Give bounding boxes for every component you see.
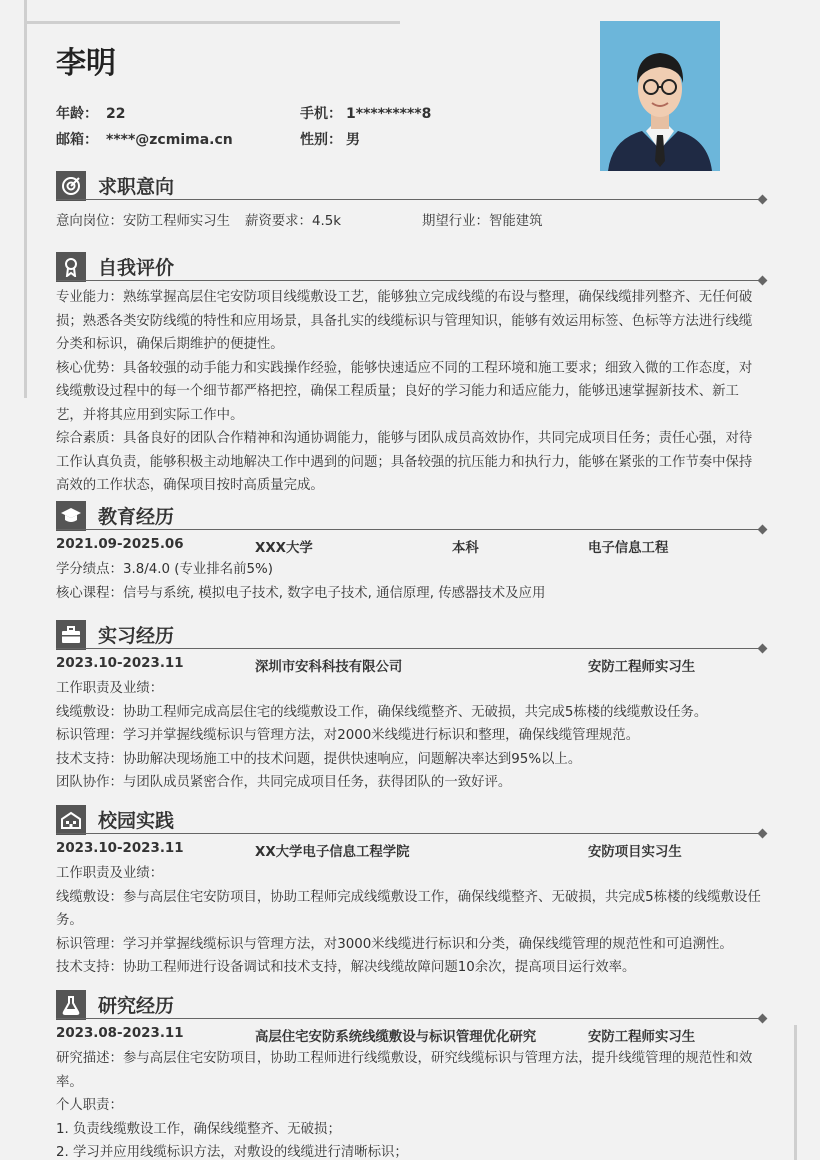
phone-label: 手机： [300, 106, 342, 122]
education-date: 2021.09-2025.06 [56, 537, 184, 552]
section-title: 教育经历 [98, 506, 175, 528]
internship-detail: 线缆敷设：协助工程师完成高层住宅的线缆敷设工作，确保线缆整齐、无破损，共完成5栋楼的线缆敷设任务。 [56, 704, 708, 720]
gender-value: 男 [346, 132, 360, 148]
section-internship [56, 620, 764, 795]
section-job-intent [56, 171, 764, 240]
education-degree: 本科 [452, 541, 479, 556]
education-detail: 核心课程：信号与系统, 模拟电子技术, 数字电子技术, 通信原理, 传感器技术及应用 [56, 585, 546, 601]
internship-detail: 工作职责及业绩： [56, 681, 164, 696]
self-eval-paragraph: 核心优势：具备较强的动手能力和实践操作经验，能够快速适应不同的工程环境和施工要求；细致入微的工作态度，对线缆敷设过程中的每一个细节都严格把控，确保工程质量；良好的学习能力和适应能力，能够迅速掌握新技术、新工艺，并将其应用到实际工作中。 [56, 360, 753, 423]
age-label: 年龄： [56, 106, 98, 122]
section-research [56, 990, 764, 1160]
section-title: 校园实践 [98, 810, 175, 832]
candidate-name: 李明 [56, 46, 116, 81]
section-divider [56, 199, 764, 200]
research-detail: 研究描述：参与高层住宅安防项目，协助工程师进行线缆敷设，研究线缆标识与管理方法，提升线缆管理的规范性和效率。 [56, 1051, 753, 1090]
education-school: XXX大学 [255, 541, 313, 556]
building-icon [56, 805, 86, 835]
intent-salary: 薪资要求：4.5k [245, 214, 342, 229]
campus-detail: 线缆敷设：参与高层住宅安防项目，协助工程师完成线缆敷设工作，确保线缆整齐、无破损，共完成5栋楼的线缆敷设任务。 [56, 889, 761, 928]
briefcase-icon [56, 620, 86, 650]
age-info [56, 103, 125, 123]
section-divider [56, 529, 764, 530]
section-divider-dot [758, 1014, 768, 1024]
phone-value: 1*********8 [346, 106, 432, 122]
section-divider-dot [758, 829, 768, 839]
campus-detail: 标识管理：学习并掌握线缆标识与管理方法，对3000米线缆进行标识和分类，确保线缆管理的规范性和可追溯性。 [56, 936, 733, 952]
research-detail: 个人职责： [56, 1098, 123, 1113]
research-date: 2023.08-2023.11 [56, 1026, 184, 1041]
section-title: 自我评价 [98, 257, 175, 279]
section-divider [56, 648, 764, 649]
graduation-cap-icon [56, 501, 86, 531]
research-detail: 2. 学习并应用线缆标识方法，对敷设的线缆进行清晰标识； [56, 1145, 408, 1160]
decorative-horizontal-line [24, 21, 400, 24]
section-divider-dot [758, 644, 768, 654]
gender-label: 性别： [300, 132, 342, 148]
section-divider-dot [758, 525, 768, 535]
section-education [56, 501, 764, 605]
flask-icon [56, 990, 86, 1020]
section-divider-dot [758, 276, 768, 286]
self-eval-paragraph: 专业能力：熟练掌握高层住宅安防项目线缆敷设工艺，能够独立完成线缆的布设与整理，确保线缆排列整齐、无任何破损；熟悉各类安防线缆的特性和应用场景，具备扎实的线缆标识与管理知识，能够有效运用标签、色标等方法进行线缆分类和标识，确保后期维护的便捷性。 [56, 290, 753, 352]
education-detail: 学分绩点：3.8/4.0 (专业排名前5%) [56, 562, 273, 577]
section-divider [56, 833, 764, 834]
intent-industry: 期望行业：智能建筑 [422, 214, 543, 229]
section-self-evaluation [56, 252, 764, 498]
award-icon [56, 252, 86, 282]
section-divider [56, 280, 764, 281]
section-title: 求职意向 [98, 176, 175, 198]
campus-detail: 技术支持：协助工程师进行设备调试和技术支持，解决线缆故障问题10余次，提高项目运行效率。 [56, 960, 636, 975]
campus-role: 安防项目实习生 [588, 845, 682, 860]
internship-company: 深圳市安科科技有限公司 [255, 660, 403, 675]
research-detail: 1. 负责线缆敷设工作，确保线缆整齐、无破损； [56, 1121, 341, 1137]
campus-detail: 工作职责及业绩： [56, 866, 164, 881]
section-divider [56, 1018, 764, 1019]
section-campus-practice [56, 805, 764, 980]
education-major: 电子信息工程 [588, 541, 669, 556]
decorative-right-line [794, 1025, 797, 1160]
profile-photo [600, 21, 720, 171]
intent-position: 意向岗位：安防工程师实习生 [56, 214, 231, 229]
campus-date: 2023.10-2023.11 [56, 841, 184, 856]
research-project: 高层住宅安防系统线缆敷设与标识管理优化研究 [255, 1030, 537, 1045]
section-title: 实习经历 [98, 625, 175, 647]
target-icon [56, 171, 86, 201]
email-info [56, 129, 233, 149]
internship-detail: 团队协作：与团队成员紧密合作，共同完成项目任务，获得团队的一致好评。 [56, 775, 512, 790]
email-value: ****@zcmima.cn [106, 132, 233, 148]
phone-info [300, 103, 431, 123]
campus-org: XX大学电子信息工程学院 [255, 845, 410, 860]
section-title: 研究经历 [98, 995, 175, 1017]
decorative-vertical-line [24, 0, 27, 398]
section-divider-dot [758, 195, 768, 205]
self-eval-paragraph: 综合素质：具备良好的团队合作精神和沟通协调能力，能够与团队成员高效协作，共同完成项目任务；责任心强，对待工作认真负责，能够积极主动地解决工作中遇到的问题；具备较强的抗压能力和执行力，能够在紧张的工作节奏中保持高效的工作状态，确保项目按时高质量完成。 [56, 431, 753, 493]
internship-date: 2023.10-2023.11 [56, 656, 184, 671]
research-role: 安防工程师实习生 [588, 1030, 696, 1045]
gender-info [300, 129, 360, 149]
age-value: 22 [106, 106, 126, 122]
internship-detail: 标识管理：学习并掌握线缆标识与管理方法，对2000米线缆进行标识和整理，确保线缆管理规范。 [56, 728, 640, 743]
email-label: 邮箱： [56, 132, 98, 148]
internship-detail: 技术支持：协助解决现场施工中的技术问题，提供快速响应，问题解决率达到95%以上。 [56, 751, 582, 767]
internship-role: 安防工程师实习生 [588, 660, 696, 675]
